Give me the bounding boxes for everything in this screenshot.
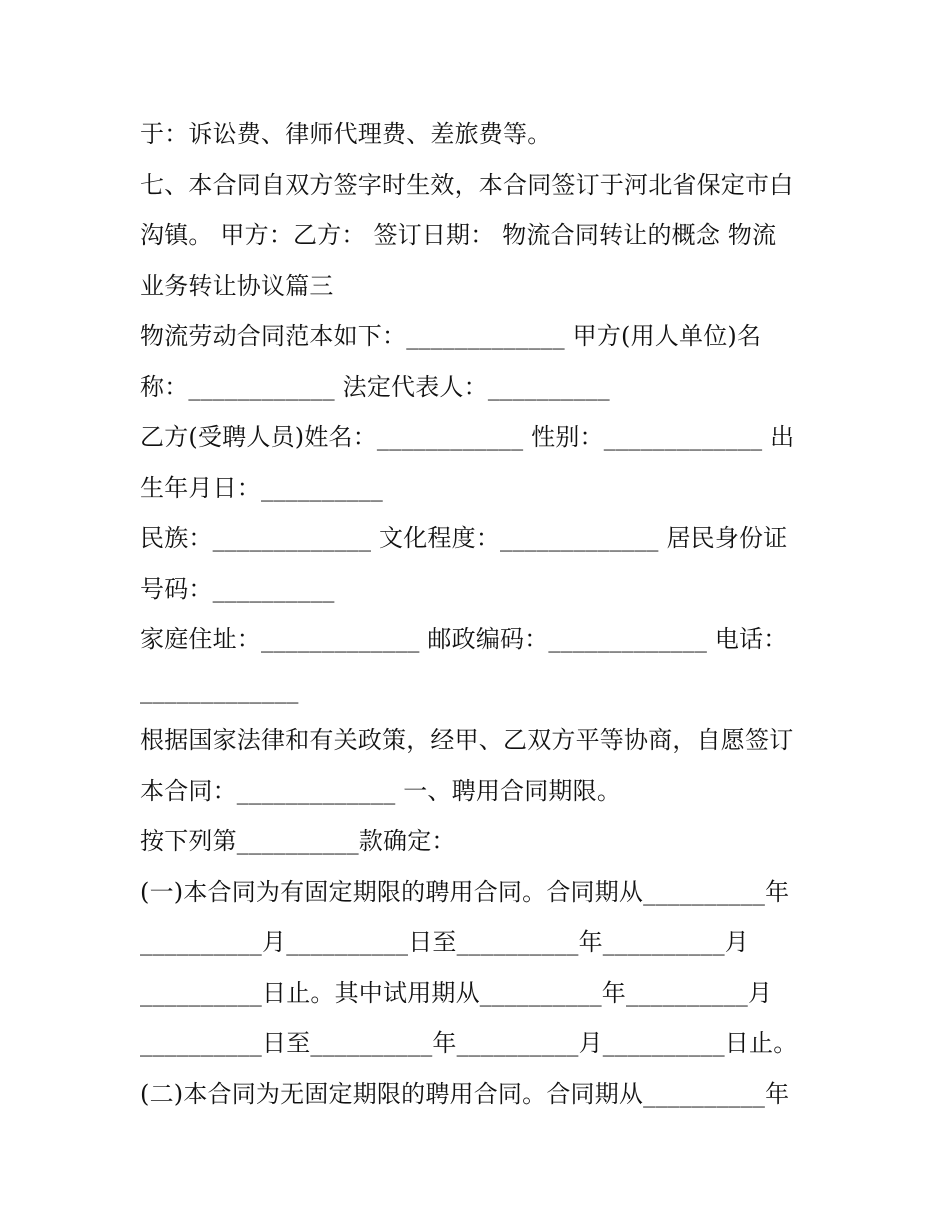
text-line: 号码：__________ xyxy=(140,574,335,603)
text-line: 生年月日：__________ xyxy=(140,473,383,502)
text-line: 七、本合同自双方签字时生效，本合同签订于河北省保定市白 xyxy=(140,170,794,199)
text-line: 沟镇。 甲方：乙方： 签订日期： 物流合同转让的概念 物流 xyxy=(140,221,777,249)
text-line: __________日至__________年__________月__________日止。 xyxy=(140,1029,798,1057)
text-line: (一)本合同为有固定期限的聘用合同。合同期从__________年 xyxy=(140,877,790,906)
document-body xyxy=(140,109,820,1119)
text-line: __________日止。其中试用期从__________年__________月 xyxy=(140,978,773,1007)
text-line: _____________ xyxy=(140,675,299,704)
text-line: 民族：_____________ 文化程度：_____________ 居民身份证 xyxy=(140,524,788,552)
text-line: 于：诉讼费、律师代理费、差旅费等。 xyxy=(140,120,552,148)
text-line: 本合同：_____________ 一、聘用合同期限。 xyxy=(140,776,622,805)
text-line: 业务转让协议篇三 xyxy=(140,271,334,300)
text-line: 称：____________ 法定代表人：__________ xyxy=(140,372,610,401)
text-line: 根据国家法律和有关政策，经甲、乙双方平等协商，自愿签订 xyxy=(140,726,794,754)
text-line: 乙方(受聘人员)姓名：____________ 性别：_____________ 出 xyxy=(140,423,795,451)
text-line: 物流劳动合同范本如下：_____________ 甲方(用人单位)名 xyxy=(140,322,762,350)
text-line: (二)本合同为无固定期限的聘用合同。合同期从__________年 xyxy=(140,1079,790,1108)
text-line: 按下列第__________款确定： xyxy=(140,827,456,855)
text-line: 家庭住址：_____________ 邮政编码：_____________ 电话： xyxy=(140,625,788,653)
text-line: __________月__________日至__________年__________月 xyxy=(140,928,749,956)
